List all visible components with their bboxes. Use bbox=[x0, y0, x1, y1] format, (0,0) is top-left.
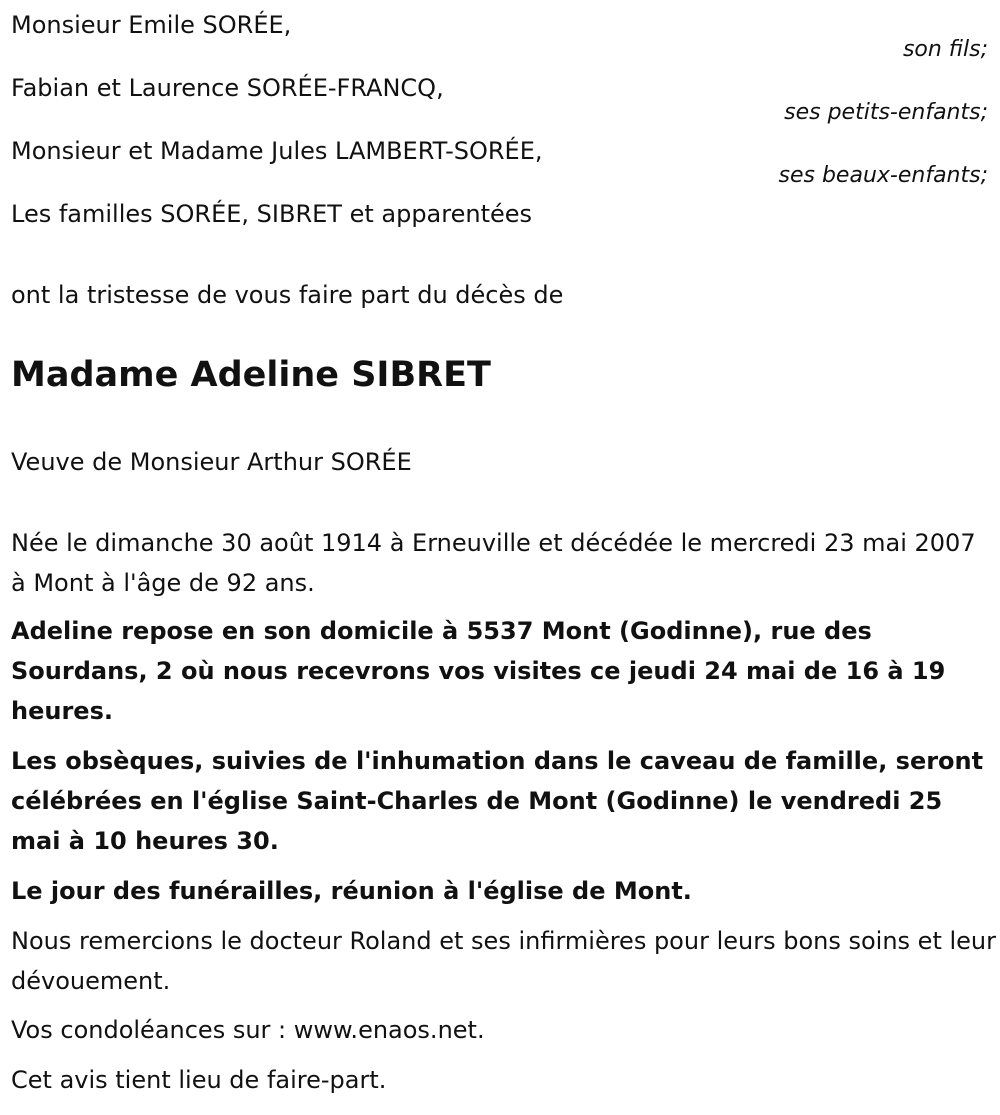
funeral-paragraph: Les obsèques, suivies de l'inhumation dans le caveau de famille, seront célébrées en l'église Saint-Charles de Mont (Godinne) le vendredi 25 mai à 10 heures 30. bbox=[11, 747, 984, 855]
family-member-role: ses beaux-enfants; bbox=[778, 163, 988, 188]
gathering-paragraph: Le jour des funérailles, réunion à l'église de Mont. bbox=[11, 877, 692, 905]
family-member-name: Fabian et Laurence SORÉE-FRANCQ, bbox=[11, 74, 444, 102]
family-member-role: son fils; bbox=[902, 37, 988, 62]
deceased-name: Madame Adeline SIBRET bbox=[11, 355, 491, 395]
visitation-paragraph: Adeline repose en son domicile à 5537 Mont (Godinne), rue des Sourdans, 2 où nous recevrons vos visites ce jeudi 24 mai de 16 à 19 heures. bbox=[11, 617, 946, 725]
widow-of-text: Veuve de Monsieur Arthur SORÉE bbox=[11, 448, 412, 476]
family-member-name: Les familles SORÉE, SIBRET et apparentées bbox=[11, 200, 533, 228]
announcement-text: ont la tristesse de vous faire part du décès de bbox=[11, 281, 564, 309]
family-member-role: ses petits-enfants; bbox=[784, 100, 988, 125]
thanks-paragraph: Nous remercions le docteur Roland et ses infirmières pour leurs bons soins et leur dévouement. bbox=[11, 927, 996, 995]
condolences-paragraph: Vos condoléances sur : www.enaos.net. bbox=[11, 1016, 485, 1044]
notice-paragraph: Cet avis tient lieu de faire-part. bbox=[11, 1066, 387, 1094]
family-member-name: Monsieur et Madame Jules LAMBERT-SORÉE, bbox=[11, 137, 543, 165]
family-member-name: Monsieur Emile SORÉE, bbox=[11, 11, 292, 39]
birth-death-paragraph: Née le dimanche 30 août 1914 à Erneuville et décédée le mercredi 23 mai 2007 à Mont à l'âge de 92 ans. bbox=[11, 529, 976, 597]
